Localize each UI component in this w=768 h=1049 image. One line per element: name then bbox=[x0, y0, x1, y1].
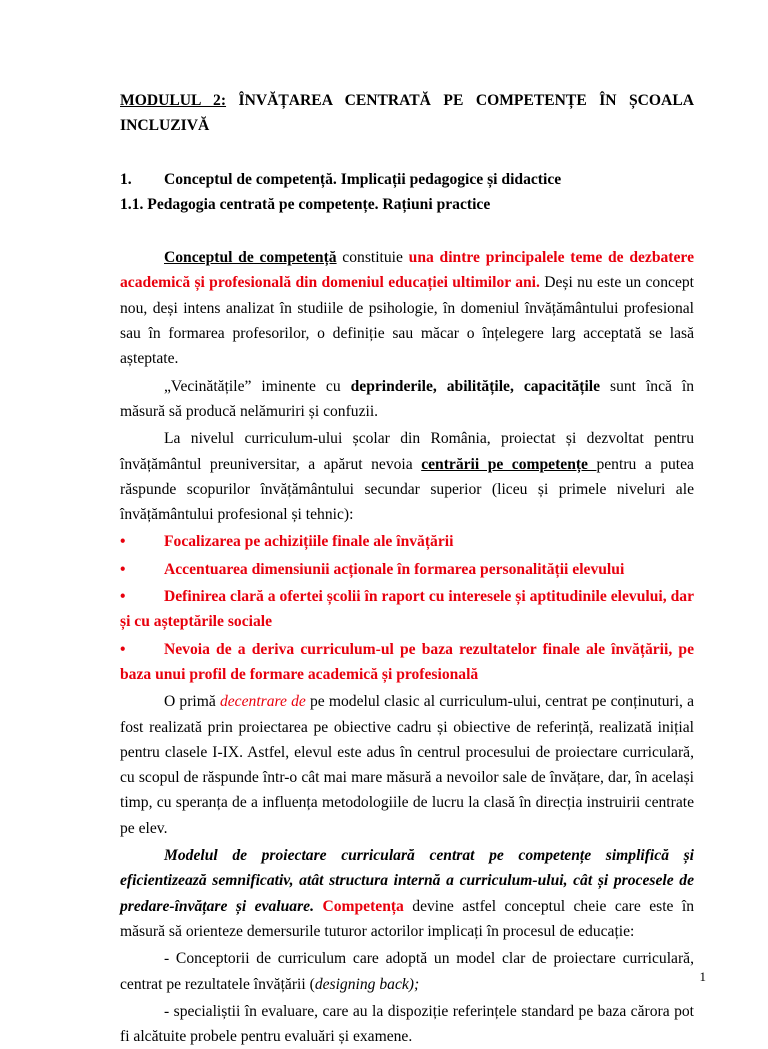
section-heading bbox=[120, 167, 694, 192]
bullet-item bbox=[120, 557, 694, 582]
section-title: Conceptul de competență. Implicații pedagogice și didactice bbox=[164, 170, 562, 188]
module-title-text: ÎNVĂȚAREA CENTRATĂ PE COMPETENȚE ÎN ȘCOALA INCLUZIVĂ bbox=[120, 92, 694, 135]
p1-verb: constituie bbox=[336, 249, 409, 267]
p3-bold: centrării pe competențe bbox=[421, 455, 597, 473]
p2-bold: deprinderile, abilitățile, capacitățile bbox=[350, 377, 601, 395]
p1-rest: Deși nu este un concept nou, deși intens analizat în studiile de psihologie, în domeniul învățământului profesional sau în formarea profesorilor, o definiție sau măcar o înțelegere larg acceptată se lasă așteptate. bbox=[120, 274, 694, 368]
page-number: 1 bbox=[699, 969, 706, 984]
p4-red-italic: decentrare de bbox=[219, 693, 306, 711]
p7-text: - specialiștii în evaluare, care au la dispoziție referințele standard pe baza cărora pot fi alcătuite probele pentru evaluări și examene. bbox=[120, 1002, 694, 1046]
module-label: MODULUL 2: bbox=[120, 92, 227, 109]
bullet-text: Definirea clară a ofertei școlii în raport cu interesele și aptitudinile elevului, dar și cu așteptările sociale bbox=[120, 588, 694, 631]
bullet-item bbox=[120, 637, 694, 688]
bullet-icon: • bbox=[120, 533, 126, 551]
bullet-text: Accentuarea dimensiunii acționale în formarea personalității elevului bbox=[164, 560, 625, 578]
p4-start: O primă bbox=[164, 693, 220, 711]
bullet-icon: • bbox=[120, 588, 126, 606]
paragraph-curriculum bbox=[120, 426, 694, 527]
bullet-item bbox=[120, 584, 694, 635]
module-title bbox=[120, 88, 694, 139]
p3-start: La nivelul curriculum-ului școlar din România, proiectat și dezvoltat pentru învățământul preuniversitar, a apărut nevoia bbox=[120, 430, 694, 473]
paragraph-concept bbox=[120, 245, 694, 371]
concept-term: Conceptul de competență bbox=[164, 249, 337, 267]
p5-competenta: Competența bbox=[322, 897, 404, 915]
p2-rest: sunt încă în măsură să producă nelămuriri și confuzii. bbox=[120, 377, 695, 420]
paragraph-vecinatati bbox=[120, 374, 694, 425]
p5-bold-italic: Modelul de proiectare curriculară centrat pe competențe simplifică și eficientizează semnificativ, atât structura internă a curriculum-ului, cât și procesele de predare-învățare și evaluare. bbox=[120, 847, 694, 915]
paragraph-conceptori bbox=[120, 946, 694, 997]
bullet-item bbox=[120, 529, 694, 554]
p2-start: „Vecinătățile” iminente cu bbox=[164, 377, 351, 395]
paragraph-model bbox=[120, 843, 694, 944]
paragraph-decentrare bbox=[120, 689, 694, 841]
bullet-text: Nevoia de a deriva curriculum-ul pe baza rezultatelor finale ale învățării, pe baza unui profil de formare academică și profesională bbox=[120, 640, 694, 683]
p1-highlight: una dintre principalele teme de dezbatere academică și profesională din domeniul educației ultimilor ani. bbox=[120, 249, 694, 292]
bullet-icon: • bbox=[120, 640, 126, 658]
p6-italic: designing back); bbox=[314, 975, 420, 993]
subsection-heading: 1.1. Pedagogia centrată pe competențe. Rațiuni practice bbox=[120, 195, 491, 213]
p4-rest: pe modelul clasic al curriculum-ului, centrat pe conținuturi, a fost realizată prin proiectarea pe obiective cadru și obiective de referință, realizată inițial pentru clasele I-IX. Astfel, elevul este adus în centrul procesului de proiectare curriculară, cu scopul de răspunde într-o cât mai mare măsură a nevoilor sale de învățare, dar, în același timp, cu speranța de a influența metodologiile de lucru la clasă în direcția instruirii centrate pe elev. bbox=[120, 693, 695, 837]
bullet-icon: • bbox=[120, 560, 126, 578]
p3-rest: pentru a putea răspunde scopurilor învățământului secundar superior (liceu și primele niveluri ale învățământului profesional și tehnic): bbox=[120, 455, 694, 524]
section-number: 1. bbox=[120, 170, 132, 188]
bullet-text: Focalizarea pe achizițiile finale ale învățării bbox=[164, 533, 454, 551]
p6-start: - Conceptorii de curriculum care adoptă un model clar de proiectare curriculară, centrat pe rezultatele învățării ( bbox=[120, 950, 694, 993]
p5-rest: devine astfel conceptul cheie care este în măsură să orienteze demersurile tuturor actorilor implicați în procesul de educație: bbox=[120, 897, 695, 940]
